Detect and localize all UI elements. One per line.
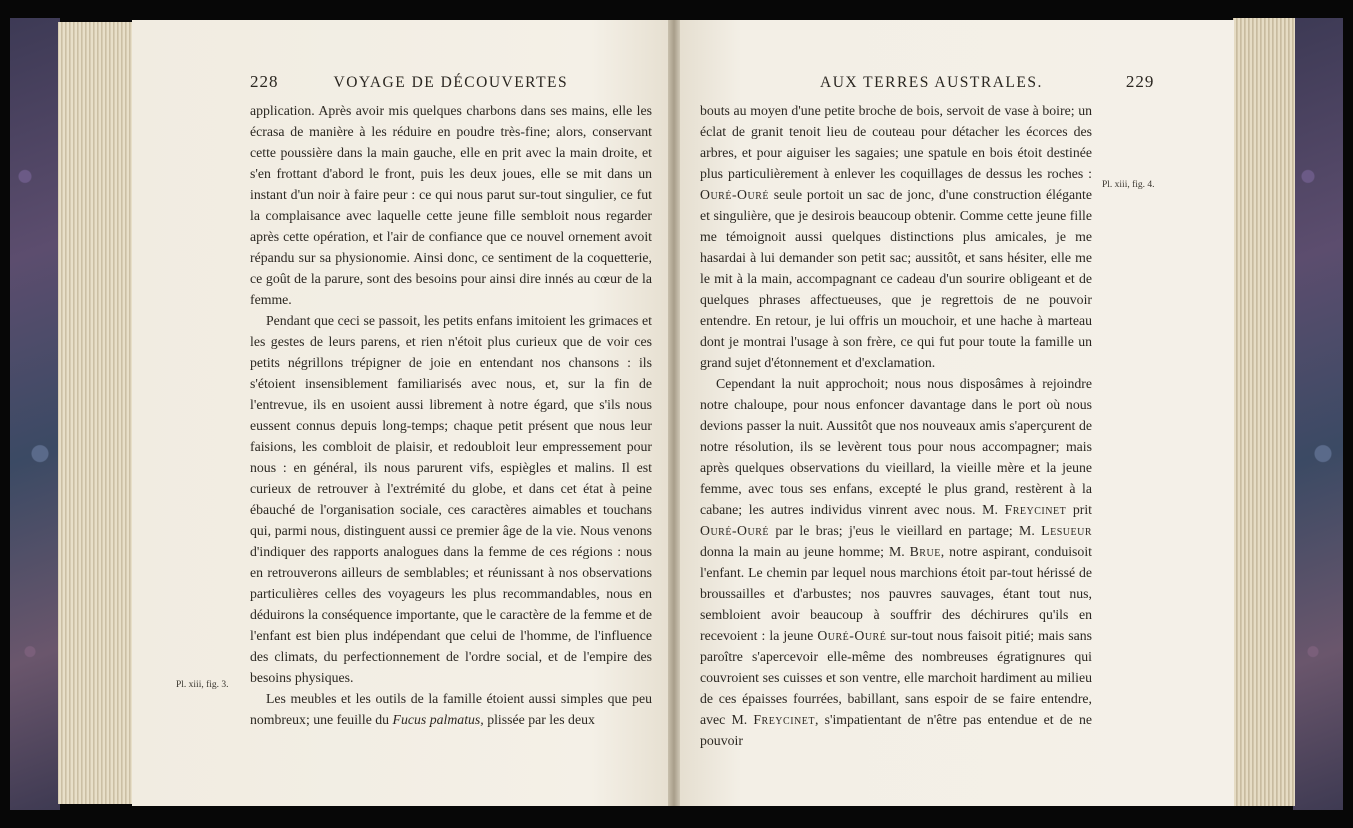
left-board-marbled-edge (10, 18, 60, 810)
text-run: Cependant la nuit approchoit; nous nous disposâmes à rejoindre notre chaloupe, pour nous enfoncer davantage dans le port où nous devions passer la nuit. Aussitôt que nos nouveaux amis s'aperçurent de notre résolution, ils se levèrent tous pour nous accompagner; mais après quelques observations du vieillard, la vieille mère et la jeune femme, avec tous ses enfans, excepté le plus grand, restèrent à la cabane; les autres individus vinrent avec nous. M. (700, 376, 1092, 517)
book-gutter (668, 20, 680, 806)
proper-name: Freycinet (1004, 502, 1067, 517)
paragraph (250, 688, 652, 730)
right-page-number: 229 (1125, 72, 1155, 91)
text-run: Les meubles et les outils de la famille étoient aussi simples que peu nombreux; une feuille du (250, 691, 652, 727)
paragraph (700, 100, 1092, 373)
paragraph: application. Après avoir mis quelques charbons dans ses mains, elle les écrasa de manière à les réduire en poudre très-fine; alors, conservant cette poussière dans la main gauche, elle en prit avec la main droite, et s'en frottant d'abord le front, puis les deux joues, elle se mit dans un instant d'un noir à faire peur : ce qui nous parut sur-tout singulier, ce fut la complaisance avec laquelle cette jeune fille sembloit nous regarder après cette opération, et l'air de confiance que ce nouvel ornement avoit répandu sur sa physionomie. Ainsi donc, ce sentiment de la coquetterie, ce goût de la parure, sont des besoins pour ainsi dire innés au cœur de la femme. (250, 103, 652, 307)
left-running-head: VOYAGE DE DÉCOUVERTES (333, 74, 569, 91)
italic-species-name: Fucus palmatus, (392, 712, 484, 727)
left-page-header (250, 72, 568, 92)
left-page-body (250, 100, 652, 730)
proper-name: Brue (909, 544, 941, 559)
paragraph: Pendant que ceci se passoit, les petits enfans imitoient les grimaces et les gestes de leurs parens, et rien n'étoit plus curieux que de voir ces petits négrillons trépigner de joie en entendant nos chansons : ils s'étoient insensiblement familiarisés avec nous, et, sur la fin de l'entrevue, ils en usoient aussi librement à notre égard, que s'ils nous eussent connus depuis long-temps; chaque petit présent que nous leur faisions, les combloit de plaisir, et redoubloit leur empressement pour nous : en général, ils nous parurent vifs, espiègles et malins. Il est curieux de retrouver à l'extrémité du globe, et dans cet état à peine ébauché de l'organisation sociale, ces caractères aimables et touchans qui, parmi nous, distinguent aussi ce premier âge de la vie. Nous venons d'indiquer des rapports analogues dans la femme de ces régions : nous en retrouverons ailleurs de semblables; et réunissant à nos observations particulières celles des voyageurs les plus recommandables, nous en déduirons la conséquence importante, que le caractère de la femme et de l'enfant est bien plus indépendant que celui de l'homme, de l'influence des climats, du perfectionnement de l'ordre social, et de l'empire des besoins physiques. (250, 313, 652, 685)
paragraph (700, 373, 1092, 751)
right-board-marbled-edge (1293, 18, 1343, 810)
right-margin-note: Pl. xiii, fig. 4. (1102, 180, 1155, 190)
proper-name: Ouré-Ouré (700, 187, 770, 202)
left-page-stack (58, 22, 136, 804)
left-page-number: 228 (250, 72, 279, 91)
left-margin-note: Pl. xiii, fig. 3. (176, 680, 229, 690)
right-page-stack (1233, 18, 1295, 806)
text-run: bouts au moyen d'une petite broche de bois, servoit de vase à boire; un éclat de granit tenoit lieu de couteau pour détacher les écorces des arbres, et pour aiguiser les sagaies; une spatule en bois étoit destinée plus particulièrement à enlever les coquillages de dessus les roches : (700, 103, 1092, 181)
proper-name: Freycinet (753, 712, 815, 727)
text-run: prit (1066, 502, 1092, 517)
right-running-head: AUX TERRES AUSTRALES. (820, 74, 1043, 91)
text-run: seule portoit un sac de jonc, d'une construction élégante et singulière, que je desirois beaucoup obtenir. Comme cette jeune fille me témoignoit aussi quelques distinctions plus amicales, je me hasardai à lui demander son petit sac; aussitôt, et sans hésiter, elle me le mit à la main, accompagnant ce cadeau d'un sourire obligeant et de quelques phrases affectueuses, que je regrettois de ne pouvoir entendre. En retour, je lui offris un mouchoir, et une hache à marteau dont je montrai l'usage à son frère, ce qui fut pour toute la famille un grand sujet d'étonnement et d'exclamation. (700, 187, 1092, 370)
text-run: plissée par les deux (483, 712, 595, 727)
text-run: donna la main au jeune homme; M. (700, 544, 910, 559)
right-page-header (820, 72, 1154, 92)
text-run: par le bras; j'eus le vieillard en partage; M. (769, 523, 1042, 538)
text-run: , s'impatientant de n'être pas entendue et de ne pouvoir (700, 712, 1092, 748)
right-page-body (700, 100, 1092, 751)
proper-name: Lesueur (1041, 523, 1092, 538)
proper-name: Ouré-Ouré (700, 523, 770, 538)
proper-name: Ouré-Ouré (817, 628, 887, 643)
text-run: sur-tout nous faisoit pitié; mais sans paroître s'apercevoir elle-même des nombreuses égratignures qui couvroient ses cuisses et son ventre, elle marchoit hardiment au milieu de ces épaisses fourrées, babillant, sans espoir de se faire entendre, avec M. (700, 628, 1092, 727)
text-run: , notre aspirant, conduisoit l'enfant. Le chemin par lequel nous marchions étoit par-tout hérissé de broussailles et d'arbustes; nos pauvres sauvages, étant tout nus, sembloient avoir beaucoup à souffrir des déchirures qu'ils en recevoient : la jeune (700, 544, 1092, 643)
